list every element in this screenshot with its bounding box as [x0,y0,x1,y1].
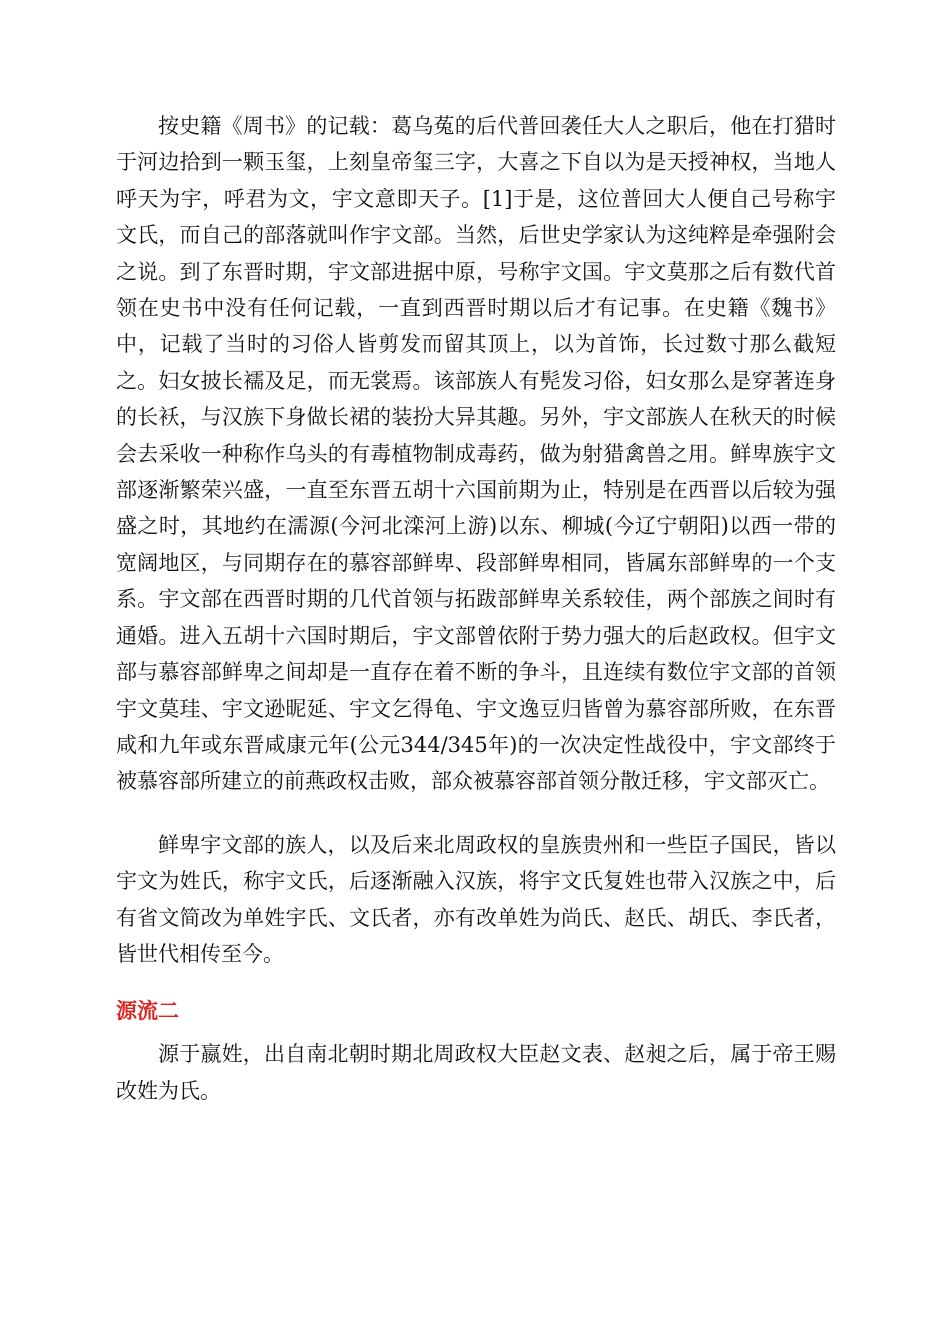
document-page [116,108,836,1109]
body-paragraph-1: 按史籍《周书》的记载：葛乌菟的后代普回袭任大人之职后，他在打猎时于河边拾到一颗玉玺，上刻皇帝玺三字，大喜之下自以为是天授神权，当地人呼天为宇，呼君为文，宇文意即天子。[1]于是，这位普回大人便自己号称宇文氏，而自己的部落就叫作宇文部。当然，后世史学家认为这纯粹是牵强附会之说。到了东晋时期，宇文部进据中原，号称宇文国。宇文莫那之后有数代首领在史书中没有任何记载，一直到西晋时期以后才有记事。在史籍《魏书》中，记载了当时的习俗人皆剪发而留其顶上，以为首饰，长过数寸那么截短之。妇女披长襦及足，而无裳焉。该部族人有髡发习俗，妇女那么是穿著连身的长袄，与汉族下身做长裙的装扮大异其趣。另外，宇文部族人在秋天的时候会去采收一种称作乌头的有毒植物制成毒药，做为射猎禽兽之用。鲜卑族宇文部逐渐繁荣兴盛，一直至东晋五胡十六国前期为止，特别是在西晋以后较为强盛之时，其地约在濡源(今河北滦河上游)以东、柳城(今辽宁朝阳)以西一带的宽阔地区，与同期存在的慕容部鲜卑、段部鲜卑相同，皆属东部鲜卑的一个支系。宇文部在西晋时期的几代首领与拓跋部鲜卑关系较佳，两个部族之间时有通婚。进入五胡十六国时期后，宇文部曾依附于势力强大的后赵政权。但宇文部与慕容部鲜卑之间却是一直存在着不断的争斗，且连续有数位宇文部的首领宇文莫珪、宇文逊昵延、宇文乞得龟、宇文逸豆归皆曾为慕容部所败，在东晋咸和九年或东晋咸康元年(公元344/345年)的一次决定性战役中，宇文部终于被慕容部所建立的前燕政权击败，部众被慕容部首领分散迁移，宇文部灭亡。 [116,114,836,794]
section-paragraph: 源于嬴姓，出自南北朝时期北周政权大臣赵文表、赵昶之后，属于帝王赐改姓为氏。 [116,1042,836,1103]
section-heading: 源流二 [116,999,179,1024]
body-paragraph-2: 鲜卑宇文部的族人，以及后来北周政权的皇族贵州和一些臣子国民，皆以宇文为姓氏，称宇文氏，后逐渐融入汉族，将宇文氏复姓也带入汉族之中，后有省文简改为单姓宇氏、文氏者，亦有改单姓为尚氏、赵氏、胡氏、李氏者，皆世代相传至今。 [116,832,836,966]
